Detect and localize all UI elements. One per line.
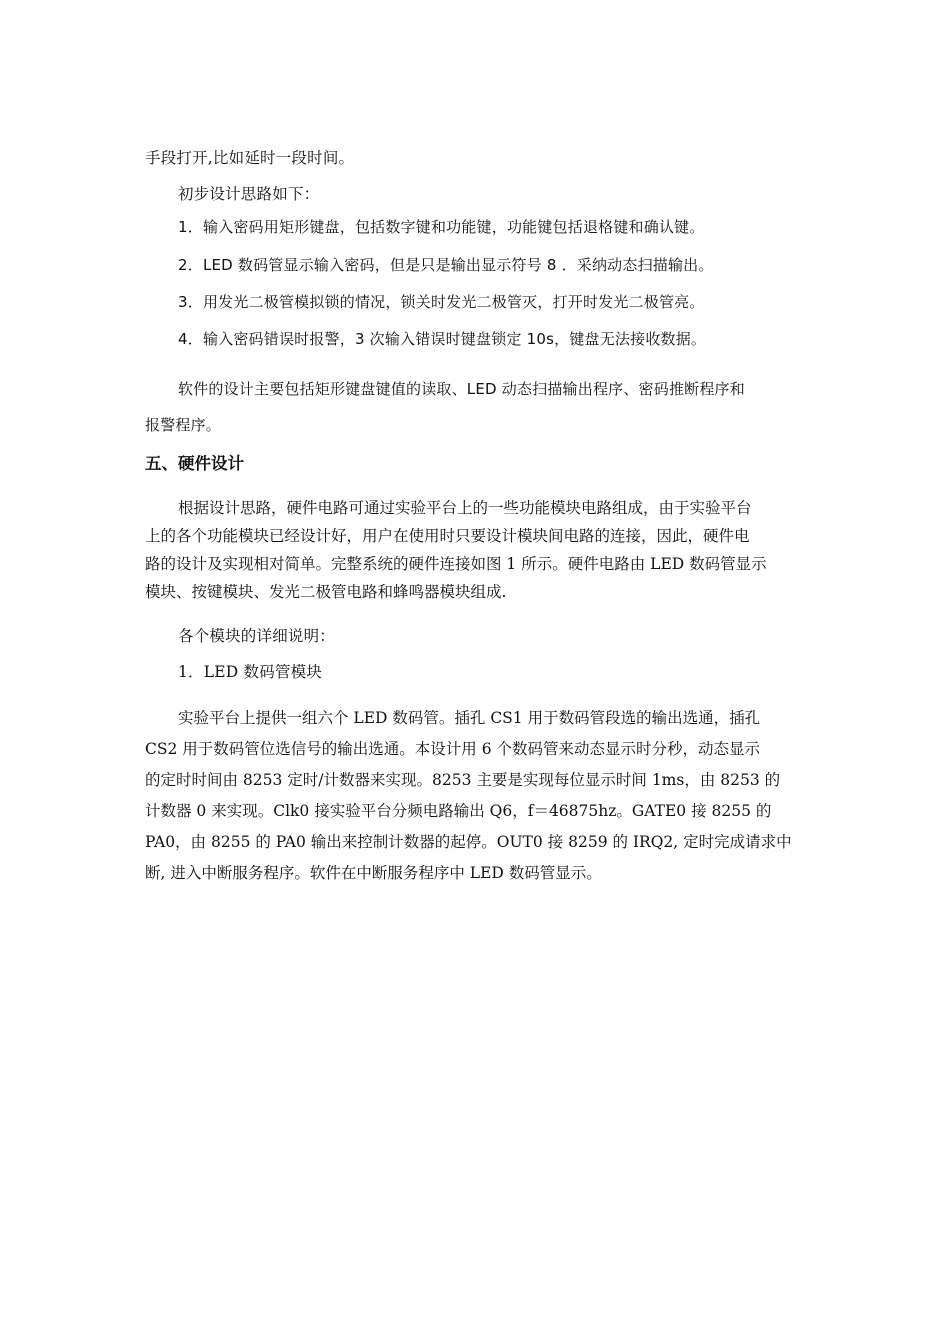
led-line-3: 的定时时间由 8253 定时/计数器来实现。8253 主要是实现每位显示时间 1ms，由 8253 的 — [145, 771, 781, 789]
module-details-label: 各个模块的详细说明： — [178, 627, 336, 645]
software-summary-line-1: 软件的设计主要包括矩形键盘键值的读取、LED 动态扫描输出程序、密码推断程序和 — [178, 380, 745, 398]
design-step-4: 4．输入密码错误时报警，3 次输入错误时键盘锁定 10s，键盘无法接收数据。 — [178, 330, 707, 348]
design-step-3: 3．用发光二极管模拟锁的情况，锁关时发光二极管灭，打开时发光二极管亮。 — [178, 293, 705, 311]
intro-tail-text: 手段打开,比如延时一段时间。 — [145, 149, 355, 167]
software-summary-line-2: 报警程序。 — [145, 416, 222, 434]
hardware-line-3: 路的设计及实现相对简单。完整系统的硬件连接如图 1 所示。硬件电路由 LED 数码管显示 — [145, 555, 767, 573]
section-heading: 五、硬件设计 — [145, 454, 244, 473]
led-line-5: PA0，由 8255 的 PA0 输出来控制计数器的起停。OUT0 接 8259 的 IRQ2, 定时完成请求中 — [145, 833, 792, 851]
hardware-paragraph — [145, 494, 813, 606]
design-idea-label: 初步设计思路如下： — [178, 185, 320, 203]
led-line-4: 计数器 0 来实现。Clk0 接实验平台分频电路输出 Q6，f＝46875hz。GATE0 接 8255 的 — [145, 802, 772, 820]
led-line-1: 实验平台上提供一组六个 LED 数码管。插孔 CS1 用于数码管段选的输出选通，插孔 — [178, 709, 761, 727]
module-1-title: 1．LED 数码管模块 — [178, 663, 323, 681]
led-line-6: 断, 进入中断服务程序。软件在中断服务程序中 LED 数码管显示。 — [145, 864, 602, 882]
hardware-line-1: 根据设计思路，硬件电路可通过实验平台上的一些功能模块电路组成，由于实验平台 — [178, 499, 752, 517]
hardware-line-2: 上的各个功能模块已经设计好，用户在使用时只要设计模块间电路的连接，因此，硬件电 — [145, 527, 750, 545]
hardware-line-4: 模块、按键模块、发光二极管电路和蜂鸣器模块组成. — [145, 583, 507, 601]
led-line-2: CS2 用于数码管位选信号的输出选通。本设计用 6 个数码管来动态显示时分秒，动态显示 — [145, 740, 760, 758]
led-module-paragraph — [145, 703, 797, 889]
design-step-2: 2．LED 数码管显示输入密码，但是只是输出显示符号 8 ．采纳动态扫描输出。 — [178, 256, 714, 274]
design-step-1: 1．输入密码用矩形键盘，包括数字键和功能键，功能键包括退格键和确认键。 — [178, 218, 705, 236]
